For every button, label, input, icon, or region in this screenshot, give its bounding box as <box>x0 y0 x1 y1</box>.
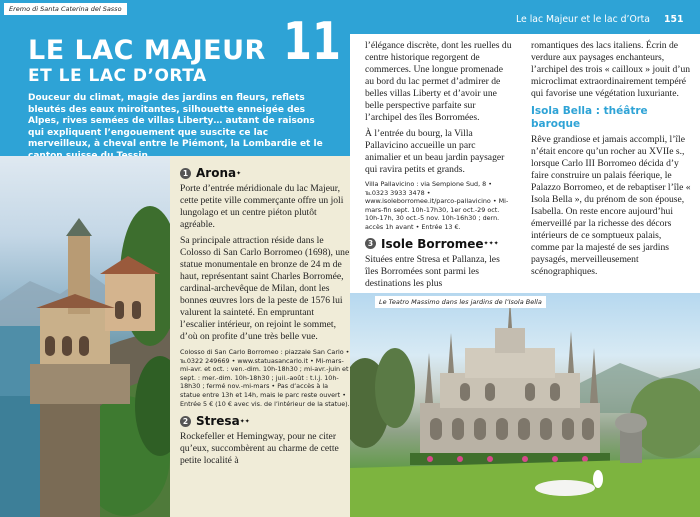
stresa-paragraph-1: Rockefeller et Hemingway, pour ne citer qu’eux, succombèrent au charme de cette petite localité à <box>180 431 339 467</box>
section-title: Stresa <box>196 414 240 429</box>
arona-practical-info: Colosso di San Carlo Borromeo : piazzale San Carlo • ℡0322 249669 • www.statuasancarlo.it • Mi-mars-mi-avr. et oct. : ven.-dim. 10h-18h30 ; mi-avr.-juin et sept. : mer.-dim. 10h-18h30 ; juil.-août : t.l.j. 10h-18h30 ; fermé nov.-mi-mars • Pas d’accès à la statue entre 13h et 14h, mais le parc reste ouvert • Entrée 5 € (10 € avec vis. de l’intérieur de la statue). <box>180 348 350 408</box>
photo-santa-caterina <box>0 156 170 517</box>
right-text-column-2 <box>531 40 691 278</box>
chapter-title: LE LAC MAJEUR <box>28 35 266 66</box>
isola-bella-paragraph: Rêve grandiose et jamais accompli, l’île n’était encore qu’un rocher au XVIIe s., lorsque Carlo III Borromeo décida d’y faire construire un palais féerique, le Palazzo Borromeo, et de rebaptiser l’île « Isola Bella », du prénom de son épouse, Isabella. On reste encore aujourd’hui émerveillé par la richesse des décors intérieurs de ce somptueux palais, comme par la majesté de ses jardins paysagés, merveilleusement scénographiques. <box>531 134 691 277</box>
star-rating: ✦✦✦ <box>483 240 499 248</box>
left-text-column <box>170 156 350 517</box>
running-head-title: Le lac Majeur et le lac d’Orta <box>516 14 650 25</box>
villa-pallavicino-info: Villa Pallavicino : via Sempione Sud, 8 • ℡0323 3933 3478 • www.isoleborromee.it/parco-pallavicino • Mi-mars-fin sept. 10h-17h30, 1er oct.-29 oct. 10h-17h, 30 oct.-5 nov. 10h-16h30 ; dern. accès 1h avant • Entrée 13 €. <box>365 180 509 231</box>
section-number-badge: 1 <box>180 168 191 179</box>
photo-santa-caterina-illustration <box>0 156 170 517</box>
section-title: Arona <box>196 166 237 180</box>
section-heading-stresa <box>180 414 350 428</box>
section-number-badge: 2 <box>180 416 191 427</box>
section-heading-arona <box>180 166 350 180</box>
arona-paragraph-1: Porte d’entrée méridionale du lac Majeur, cette petite ville commerçante offre un joli lungolago et un centre piéton plutôt agréable. <box>180 183 344 230</box>
isole-paragraph-2: romantiques des lacs italiens. Écrin de verdure aux paysages enchanteurs, l’archipel des trois « cailloux » jouit d’un microclimat extraordinairement tempéré qui favorise une végétation luxuriante. <box>531 40 691 99</box>
villa-pallavicino-paragraph: À l’entrée du bourg, la Villa Pallavicino accueille un parc animalier et un beau jardin paysager qui ravira petits et grands. <box>365 128 505 175</box>
photo-isola-bella-gardens <box>350 293 700 517</box>
photo-caption-santa-caterina: Eremo di Santa Caterina del Sasso <box>4 3 127 15</box>
photo-caption-isola-bella: Le Teatro Massimo dans les jardins de l’Isola Bella <box>375 296 546 308</box>
stresa-paragraph-2: l’élégance discrète, dont les ruelles du centre historique regorgent de commerces. Une longue promenade au bord du lac permet d’admirer de belles villas Liberty et d’avoir une belle perspective parfaite sur l’archipel des îles Borromées. <box>365 40 512 123</box>
chapter-intro: Douceur du climat, magie des jardins en fleurs, reflets bleutés des eaux miroitantes, silhouette enneigée des Alpes, rives semées de villas Liberty… autant de raisons qui expliquent l’engouement que suscite ce lac merveilleux, à cheval entre le Piémont, la Lombardie et le <box>28 93 323 149</box>
chapter-subtitle: ET LE LAC D’ORTA <box>28 66 207 86</box>
star-rating: ✦ <box>236 169 242 177</box>
section-title: Isole Borromee <box>381 236 484 251</box>
section-heading-isole-borromee <box>365 237 513 251</box>
star-rating: ✦✦ <box>239 417 250 425</box>
isola-bella-heading: Isola Bella : théâtre baroque <box>531 105 648 130</box>
isole-paragraph-1: Situées entre Stresa et Pallanza, les îles Borromées sont parmi les destinations les plus <box>365 253 500 289</box>
photo-isola-bella-illustration <box>350 293 700 517</box>
chapter-number: 11 <box>283 12 341 72</box>
right-text-column-1 <box>365 40 513 290</box>
page-number: 151 <box>664 14 684 25</box>
section-number-badge: 3 <box>365 238 376 249</box>
arona-paragraph-2: Sa principale attraction réside dans le Colosso di San Carlo Borromeo (1698), une statue monumentale en bronze de 24 m de haut, représentant saint Charles Borromée, cardinal-archevêque de Milan, dont les bonnes œuvres lors de la peste de 1576 lui valurent la sainteté. En empruntant l’escalier intérieur, on rejoint le sommet, d’où on profite d’une très belle vue. <box>180 235 350 342</box>
